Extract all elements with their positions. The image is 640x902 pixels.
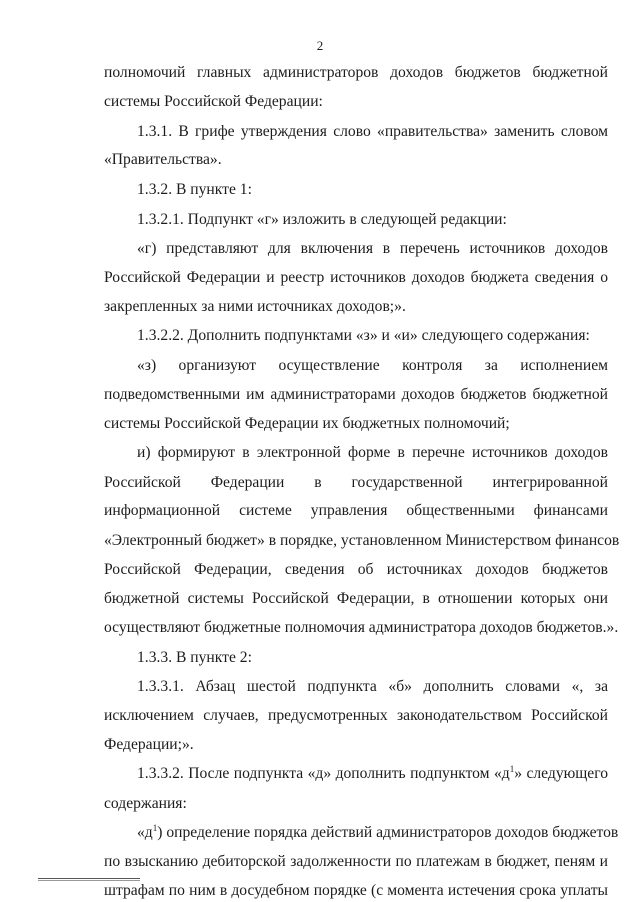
document-line: «Электронный бюджет» в порядке, установленном Министерством финансов [104, 532, 620, 549]
document-line: Федерации;». [104, 736, 194, 753]
document-line: «г) представляют для включения в перечень источников доходов [137, 240, 608, 257]
document-line: подведомственными им администраторами доходов бюджетов бюджетной [104, 386, 608, 403]
document-line: «з) организуют осуществление контроля за исполнением [137, 357, 608, 374]
document-line: по взысканию дебиторской задолженности по платежам в бюджет, пеням и [104, 853, 608, 870]
document-line: и) формируют в электронной форме в перечне источников доходов [137, 444, 608, 461]
document-line: 1.3.3.2. После подпункта «д» дополнить подпунктом «$д^1$» следующего [137, 764, 608, 782]
document-line: Российской Федерации в государственной интегрированной [104, 474, 608, 491]
document-line: 1.3.2.1. Подпункт «г» изложить в следующей редакции: [137, 211, 507, 228]
document-line: 1.3.1. В грифе утверждения слово «правительства» заменить словом [137, 123, 608, 140]
document-line: информационной системе управления общественными финансами [104, 502, 608, 519]
page-edge-rule-shadow [38, 880, 140, 881]
document-line: «Правительства». [104, 151, 222, 168]
document-line: 1.3.2.2. Дополнить подпунктами «з» и «и» следующего содержания: [137, 327, 590, 344]
document-line: Российской Федерации, сведения об источниках доходов бюджетов [104, 561, 608, 578]
document-line: Российской Федерации и реестр источников доходов бюджета сведения о [104, 269, 608, 286]
document-line: полномочий главных администраторов доходов бюджетов бюджетной [104, 64, 608, 81]
document-line: бюджетной системы Российской Федерации, в отношении которых они [104, 590, 608, 607]
document-line: закрепленных за ними источниках доходов;». [104, 298, 406, 315]
document-line: системы Российской Федерации их бюджетных полномочий; [104, 415, 510, 432]
page-edge-rule [38, 878, 140, 879]
document-line: «$д^1$) определение порядка действий администраторов доходов бюджетов [137, 823, 619, 841]
document-line: штрафам по ним в досудебном порядке (с момента истечения срока уплаты [104, 882, 608, 899]
document-line: осуществляют бюджетные полномочия администратора доходов бюджетов.». [104, 619, 619, 636]
page-number: 2 [316, 38, 324, 53]
document-line: исключением случаев, предусмотренных законодательством Российской [104, 707, 608, 724]
document-line: содержания: [104, 795, 187, 812]
document-line: 1.3.2. В пункте 1: [137, 181, 252, 198]
document-line: 1.3.3.1. Абзац шестой подпункта «б» дополнить словами «, за [137, 678, 608, 695]
document-line: 1.3.3. В пункте 2: [137, 649, 252, 666]
document-line: системы Российской Федерации: [104, 93, 323, 110]
